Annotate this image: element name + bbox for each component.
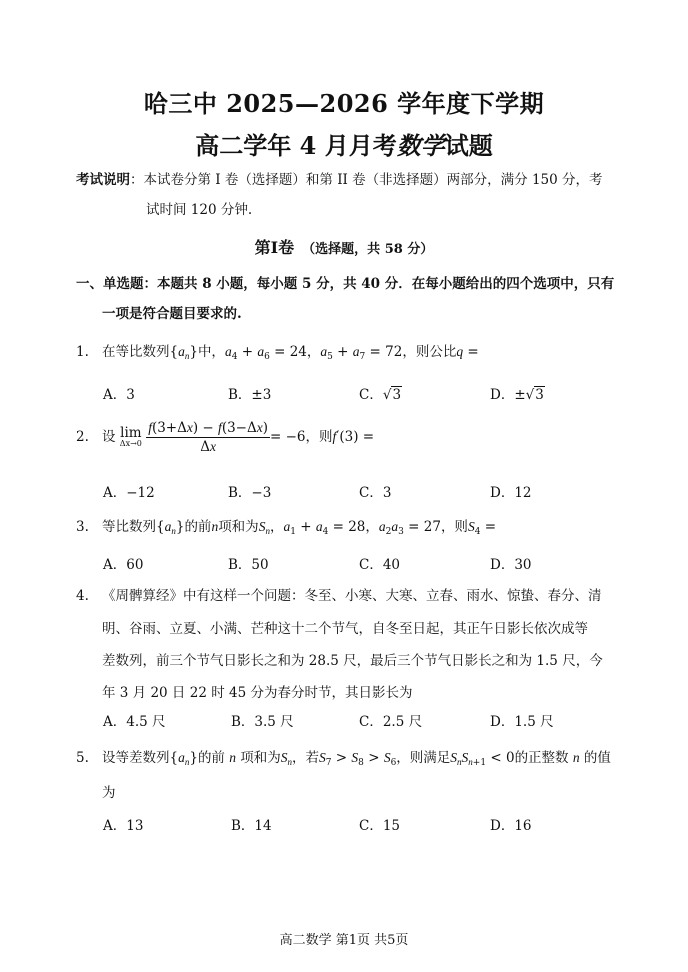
exam-note-line1 xyxy=(76,168,603,188)
question-number: 3. xyxy=(76,519,89,535)
q5-text: 的前 xyxy=(197,750,225,766)
q5-text: ，若 xyxy=(292,750,320,766)
q5-option-b[interactable]: B．14 xyxy=(231,818,272,834)
q1-option-c[interactable]: C．√3 xyxy=(359,387,402,403)
question-number: 1. xyxy=(76,344,89,360)
question-number: 2. xyxy=(76,429,89,445)
q2-text: ，则 xyxy=(305,429,333,445)
question-4-line2: 明、谷雨、立夏、小满、芒种这十二个节气，自冬至日起，其正午日影长依次成等 xyxy=(102,621,588,637)
q2-text: 设 xyxy=(102,429,116,445)
part-title-sub: （选择题，共 58 分） xyxy=(302,242,434,257)
q5-text: 的值 xyxy=(583,750,611,766)
q1-text: ，则公比 xyxy=(402,344,457,360)
q3-text: 等比数列 xyxy=(102,519,156,535)
title-subject: 数学 xyxy=(396,132,445,160)
q1-option-d-label: D．± xyxy=(490,387,526,403)
q2-option-b[interactable]: B．−3 xyxy=(228,485,272,501)
question-4-line4: 年 3 月 20 日 22 时 45 分为春分时节，其日影长为 xyxy=(102,685,413,701)
question-number: 5. xyxy=(76,750,89,766)
title-prefix: 高二学年 4 月月考 xyxy=(195,131,397,160)
q5-option-a[interactable]: A．13 xyxy=(103,818,144,834)
q5-text: 项和为 xyxy=(240,750,281,766)
section-heading-line2: 一项是符合题目要求的. xyxy=(102,306,242,322)
q4-option-a[interactable]: A．4.5 尺 xyxy=(103,714,166,730)
q2-text: = −6 xyxy=(270,429,306,445)
q5-option-c[interactable]: C．15 xyxy=(359,818,401,834)
section-heading-line1: 一、单选题：本题共 8 小题，每小题 5 分，共 40 分．在每小题给出的四个选项中，只有 xyxy=(76,276,615,292)
q4-option-c[interactable]: C．2.5 尺 xyxy=(359,714,423,730)
q5-text: ，则满足 xyxy=(396,750,451,766)
q5-text: 的正整数 xyxy=(514,750,569,766)
q1-option-b[interactable]: B．±3 xyxy=(228,387,272,403)
q3-text: 的前 xyxy=(184,519,212,535)
part-title-main: 第I卷 xyxy=(254,238,295,257)
q1-option-c-radicand: 3 xyxy=(392,387,402,403)
exam-note-line2: 试时间 120 分钟. xyxy=(146,202,253,218)
q2-option-d[interactable]: D．12 xyxy=(490,485,532,501)
q3-text: ， xyxy=(269,519,284,535)
exam-note-label: 考试说明 xyxy=(76,172,130,188)
q4-option-d[interactable]: D．1.5 尺 xyxy=(490,714,554,730)
q3-text: 项和为 xyxy=(218,519,259,535)
q2-option-c[interactable]: C．3 xyxy=(359,485,392,501)
page-footer: 高二数学 第1页 共5页 xyxy=(279,933,409,948)
question-number: 4. xyxy=(76,588,89,604)
q5-option-d[interactable]: D．16 xyxy=(490,818,532,834)
q1-option-d-radicand: 3 xyxy=(535,387,544,403)
exam-title-line1: 哈三中 2025—2026 学年度下学期 xyxy=(143,89,545,118)
question-4-line1 xyxy=(76,584,602,604)
q3-option-a[interactable]: A．60 xyxy=(103,557,144,573)
q1-option-d[interactable]: D．±√3 xyxy=(490,387,544,403)
q4-text: 《周髀算经》中有这样一个问题：冬至、小寒、大寒、立春、雨水、惊蛰、春分、清 xyxy=(102,588,602,604)
q2-option-a[interactable]: A．−12 xyxy=(103,485,155,501)
q1-text: ， xyxy=(306,344,321,360)
limit-symbol: lim xyxy=(120,424,142,441)
exam-title-line2 xyxy=(0,126,688,161)
difference-quotient: $\frac{f(3+\Delta x) - f(3-\Delta x)}{\Delta x}$ xyxy=(148,420,269,455)
q4-option-b[interactable]: B．3.5 尺 xyxy=(231,714,294,730)
limit-subscript: Δx→0 xyxy=(119,439,142,449)
q3-option-b[interactable]: B．50 xyxy=(228,557,269,573)
exam-note-text1: ：本试卷分第 I 卷（选择题）和第 II 卷（非选择题）两部分，满分 150 分，考 xyxy=(130,172,603,188)
limit-expression xyxy=(119,424,142,449)
q1-option-a[interactable]: A．3 xyxy=(103,387,135,403)
part-title xyxy=(0,235,688,258)
q1-text: 中， xyxy=(197,344,225,360)
q1-text: 在等比数列 xyxy=(102,344,170,360)
question-3: 3. 等比数列$\{a_n\}$的前n项和为$S_n$，$a_1 + a_4 = 28$，$a_2a_3 = 27$，则$S_4$ = xyxy=(76,519,497,537)
question-5-line2: 为 xyxy=(102,785,116,801)
title-suffix: 试题 xyxy=(444,131,493,160)
question-5-line1: 5. 设等差数列$\{a_n\}$的前 n 项和为$S_n$，若$S_7 > S_8 > S_6$，则满足$S_nS_{n+1} < 0$的正整数 n 的值 xyxy=(76,750,611,768)
question-1: 1. 在等比数列$\{a_n\}$中，$a_4 + a_6 = 24$，$a_5 + a_7 = 72$，则公比q = xyxy=(76,344,479,362)
q3-text: ，则 xyxy=(440,519,468,535)
q3-option-d[interactable]: D．30 xyxy=(490,557,532,573)
question-4-line3: 差数列，前三个节气日影长之和为 28.5 尺，最后三个节气日影长之和为 1.5 尺，今 xyxy=(102,653,603,669)
question-2: 2. 设 lim Δx→0 $\frac{f(3+\Delta x) - f(3-\Delta x)}{\Delta x}$ = −6，则f′(3) = xyxy=(76,420,375,455)
q1-option-c-label: C． xyxy=(359,387,383,403)
q5-text: 设等差数列 xyxy=(102,750,170,766)
q3-option-c[interactable]: C．40 xyxy=(359,557,401,573)
